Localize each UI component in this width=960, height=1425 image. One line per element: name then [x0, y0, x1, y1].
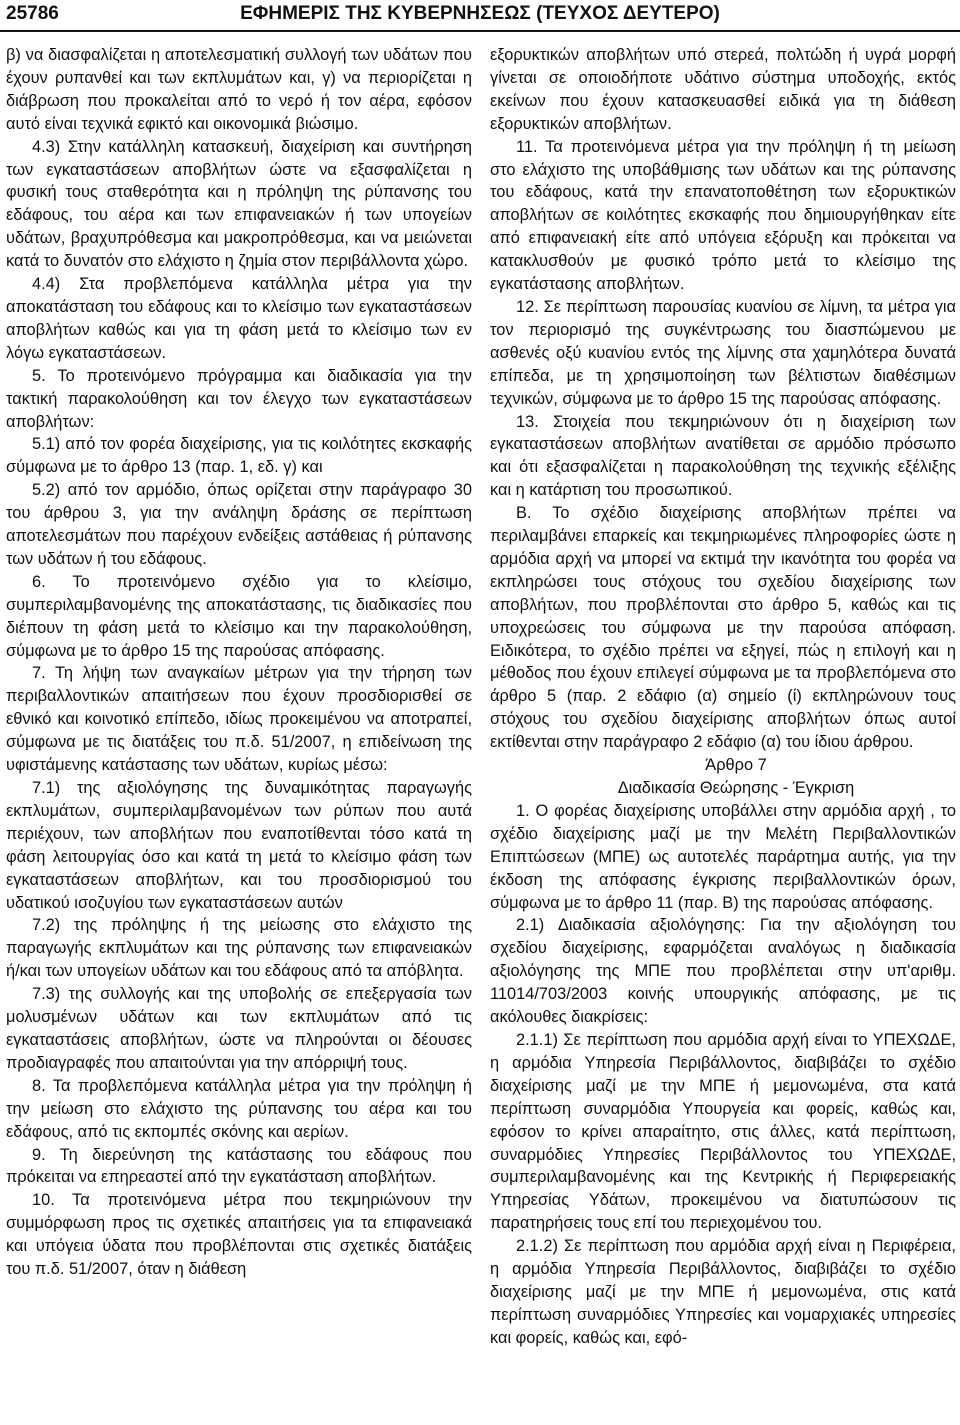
paragraph: 4.4) Στα προβλεπόμενα κατάλληλα μέτρα για την αποκατάσταση του εδάφους και το κλείσιμο των εγκαταστάσεων αποβλήτων καθώς και για τη φάση μετά το κλείσιμο των εν λόγω εγκαταστάσεων.: [6, 275, 472, 362]
paragraph: 12. Σε περίπτωση παρουσίας κυανίου σε λίμνη, τα μέτρα για τον περιορισμό της συγκέντρωσης του διασπώμενου με ασθενές οξύ κυανίου εντός της λίμνης στα χαμηλότερα δυνατά επίπεδα, με τη χρησιμοποίηση των βέλτιστων διαθέσιμων τεχνικών, σύμφωνα με το άρθρο 15 της παρούσας απόφασης.: [490, 297, 956, 408]
paragraph: 7.1) της αξιολόγησης της δυναμικότητας παραγωγής εκπλυμάτων, συμπεριλαμβανομένων των ρύπων που αυτά περιέχουν, των αποβλήτων που εναποτίθενται τόσο κατά τη φάση λειτουργίας όσο και κατά τη μετά το κλείσιμο φάση των εγκαταστάσεων αποβλήτων, και του προσδιορισμού του υδατικού ισοζυγίου των εγκαταστάσεων αυτών: [6, 779, 472, 912]
paragraph: 10. Τα προτεινόμενα μέτρα που τεκμηριώνουν την συμμόρφωση προς τις σχετικές απαιτήσεις για τα επιφανειακά και υπόγεια ύδατα που προβλέπονται στις σχετικές διατάξεις του π.δ. 51/2007, όταν η διάθεση: [6, 1191, 472, 1279]
paragraph: 5.1) από τον φορέα διαχείρισης, για τις κοιλότητες εκσκαφής σύμφωνα με το άρθρο 13 (παρ. 1, εδ. γ) και: [6, 435, 472, 477]
text-columns: [0, 44, 960, 1350]
paragraph: εξορυκτικών αποβλήτων υπό στερεά, πολτώδη ή υγρά μορφή γίνεται σε οποιοδήποτε υδάτινο σύστημα υποδοχής, εκτός εκείνων που έχουν κατασκευασθεί ειδικά για τη διάθεση εξορυκτικών αποβλήτων.: [490, 46, 956, 133]
article-number: Άρθρο 7: [705, 756, 767, 775]
paragraph: 7. Τη λήψη των αναγκαίων μέτρων για την τήρηση των περιβαλλοντικών απαιτήσεων που έχουν προσδιορισθεί σε εθνικό και κοινοτικό επίπεδο, ιδίως προκειμένου να αποτραπεί, σύμφωνα με τις διατάξεις του π.δ. 51/2007, η επιδείνωση της υφιστάμενης κατάστασης των υδάτων, κυρίως μέσω:: [6, 664, 472, 775]
paragraph: 11. Τα προτεινόμενα μέτρα για την πρόληψη ή τη μείωση στο ελάχιστο της υποβάθμισης των υδάτων και της ρύπανσης του εδάφους, κατά την επανατοποθέτηση των εξορυκτικών αποβλήτων σε κοιλότητες εκσκαφής που δημιουργήθηκαν είτε από επιφανειακή είτε από υπόγεια εξόρυξη και πρόκειται να κατακλυσθούν με φυσικό τρόπο μετά το κλείσιμο της εγκατάστασης αποβλήτων.: [490, 137, 956, 294]
paragraph: 4.3) Στην κατάλληλη κατασκευή, διαχείριση και συντήρηση των εγκαταστάσεων αποβλήτων ώστε να εξασφαλίζεται η φυσική τους σταθερότητα και η πρόληψη της ρύπανσης του εδάφους, του αέρα και των επιφανειακών ή των υπογείων υδάτων, βραχυπρόθεσμα και μακροπρόθεσμα, και να μειώνεται κατά το δυνατόν στο ελάχιστο η ζημία στον περιβάλλοντα χώρο.: [6, 137, 472, 271]
paragraph: 6. Το προτεινόμενο σχέδιο για το κλείσιμο, συμπεριλαμβανομένης της αποκατάστασης, τις διαδικασίες που διέπουν τη φάση μετά το κλείσιμο και την παρακολούθηση, σύμφωνα με το άρθρο 15 της παρούσας απόφασης.: [6, 572, 472, 660]
paragraph: β) να διασφαλίζεται η αποτελεσματική συλλογή των υδάτων που έχουν ρυπανθεί και των εκπλυμάτων και, γ) να περιορίζεται η διάβρωση που προκαλείται από το νερό ή τον αέρα, εφόσον αυτό είναι τεχνικά εφικτό και οικονομικά βιώσιμο.: [6, 46, 472, 133]
paragraph: 2.1.1) Σε περίπτωση που αρμόδια αρχή είναι το ΥΠΕΧΩΔΕ, η αρμόδια Υπηρεσία Περιβάλλοντος, διαβιβάζει το σχέδιο διαχείρισης μαζί με την ΜΠΕ ή μεμονωμένα, στα κατά περίπτωση συναρμόδια Υπουργεία και φορείς, καθώς και, εφόσον το κρίνει απαραίτητο, στις άλλες, κατά περίπτωση, συναρμόδιες Υπηρεσίες Περιβάλλοντος του ΥΠΕΧΩΔΕ, συμπεριλαμβανομένης και της Κεντρικής ή Περιφερειακής Υπηρεσίας Υδάτων, προκειμένου να διατυπώσουν τις παρατηρήσεις τους επί του περιεχομένου του.: [490, 1030, 956, 1233]
paragraph: 8. Τα προβλεπόμενα κατάλληλα μέτρα για την πρόληψη ή την μείωση στο ελάχιστο της ρύπανσης του αέρα και του εδάφους, από τις εκπομπές σκόνης και αερίων.: [6, 1076, 472, 1141]
paragraph: 7.2) της πρόληψης ή της μείωσης στο ελάχιστο της παραγωγής εκπλυμάτων και της ρύπανσης των επιφανειακών ή/και των υπογείων υδάτων και του εδάφους από τα απόβλητα.: [6, 916, 472, 981]
paragraph: 2.1.2) Σε περίπτωση που αρμόδια αρχή είναι η Περιφέρεια, η αρμόδια Υπηρεσία Περιβάλλοντος, διαβιβάζει το σχέδιο διαχείρισης μαζί με την ΜΠΕ ή μεμονωμένα, στις κατά περίπτωση συναρμόδιες Υπηρεσίες και νομαρχιακές υπηρεσίες και φορείς, καθώς και, εφό-: [490, 1237, 956, 1347]
paragraph: 5.2) από τον αρμόδιο, όπως ορίζεται στην παράγραφο 30 του άρθρου 3, για την ανάληψη δράσης σε περίπτωση αποτελεσμάτων που παρέχουν ενδείξεις αστάθειας ή ρύπανσης των υδάτων ή του εδάφους.: [6, 481, 472, 568]
page-number: 25786: [6, 3, 59, 24]
page-header: [0, 0, 960, 32]
paragraph: 13. Στοιχεία που τεκμηριώνουν ότι η διαχείριση των εγκαταστάσεων αποβλήτων ανατίθεται σε αρμόδιο πρόσωπο και ότι εξασφαλίζεται η παρακολούθηση της τεχνικής εξέλιξης και η κατάρτιση του προσωπικού.: [490, 412, 956, 500]
paragraph: 5. Το προτεινόμενο πρόγραμμα και διαδικασία για την τακτική παρακολούθηση και τον έλεγχο των εγκαταστάσεων αποβλήτων:: [6, 366, 472, 431]
left-column: [0, 44, 472, 1350]
paragraph: 9. Τη διερεύνηση της κατάστασης του εδάφους που πρόκειται να επηρεαστεί από την εγκατάσταση αποβλήτων.: [6, 1145, 472, 1187]
paragraph: 2.1) Διαδικασία αξιολόγησης: Για την αξιολόγηση του σχεδίου διαχείρισης, εφαρμόζεται αναλόγως η διαδικασία αξιολόγησης της ΜΠΕ που προβλέπεται στην υπ'αριθμ. 11014/703/2003 κοινής υπουργικής απόφασης, με τις ακόλουθες διακρίσεις:: [490, 916, 956, 1027]
journal-title: ΕΦΗΜΕΡΙΣ ΤΗΣ ΚΥΒΕΡΝΗΣΕΩΣ (ΤΕΥΧΟΣ ΔΕΥΤΕΡΟ): [240, 3, 720, 24]
paragraph: Β. Το σχέδιο διαχείρισης αποβλήτων πρέπει να περιλαμβάνει επαρκείς και τεκμηριωμένες πληροφορίες ώστε η αρμόδια αρχή να μπορεί να εκτιμά την ικανότητα του φορέα να εκπληρώσει τους στόχους του σχεδίου διαχείρισης των αποβλήτων, που προβλέπονται στο άρθρο 5, καθώς και τις υποχρεώσεις του σύμφωνα με την παρούσα απόφαση. Ειδικότερα, το σχέδιο πρέπει να εξηγεί, πώς η επιλογή και η μέθοδος που έχουν επιλεγεί σύμφωνα με τα προβλεπόμενα στο άρθρο 5 (παρ. 2 εδάφιο (α) σημείο (ί) εκπληρώνουν τους στόχους του σχεδίου διαχείρισης αποβλήτων όπως αυτοί εκτίθενται στην παράγραφο 2 εδάφιο (α) του ίδιου άρθρου.: [490, 504, 956, 752]
right-column: [490, 44, 960, 1350]
paragraph: 7.3) της συλλογής και της υποβολής σε επεξεργασία των μολυσμένων υδάτων και των εκπλυμάτων από τις εγκαταστάσεις αποβλήτων, ώστε να πληρούνται οι δέουσες προδιαγραφές που απαιτούνται για την απόρριψή τους.: [6, 985, 472, 1072]
paragraph: 1. Ο φορέας διαχείρισης υποβάλλει στην αρμόδια αρχή , το σχέδιο διαχείρισης μαζί με την Μελέτη Περιβαλλοντικών Επιπτώσεων (ΜΠΕ) ως αυτοτελές παράρτημα αυτής, για την έκδοση της απόφασης έγκρισης περιβαλλοντικών όρων, σύμφωνα με το άρθρο 11 (παρ. Β) της παρούσας απόφασης.: [490, 801, 956, 912]
article-title: Διαδικασία Θεώρησης - Έγκριση: [617, 779, 855, 797]
